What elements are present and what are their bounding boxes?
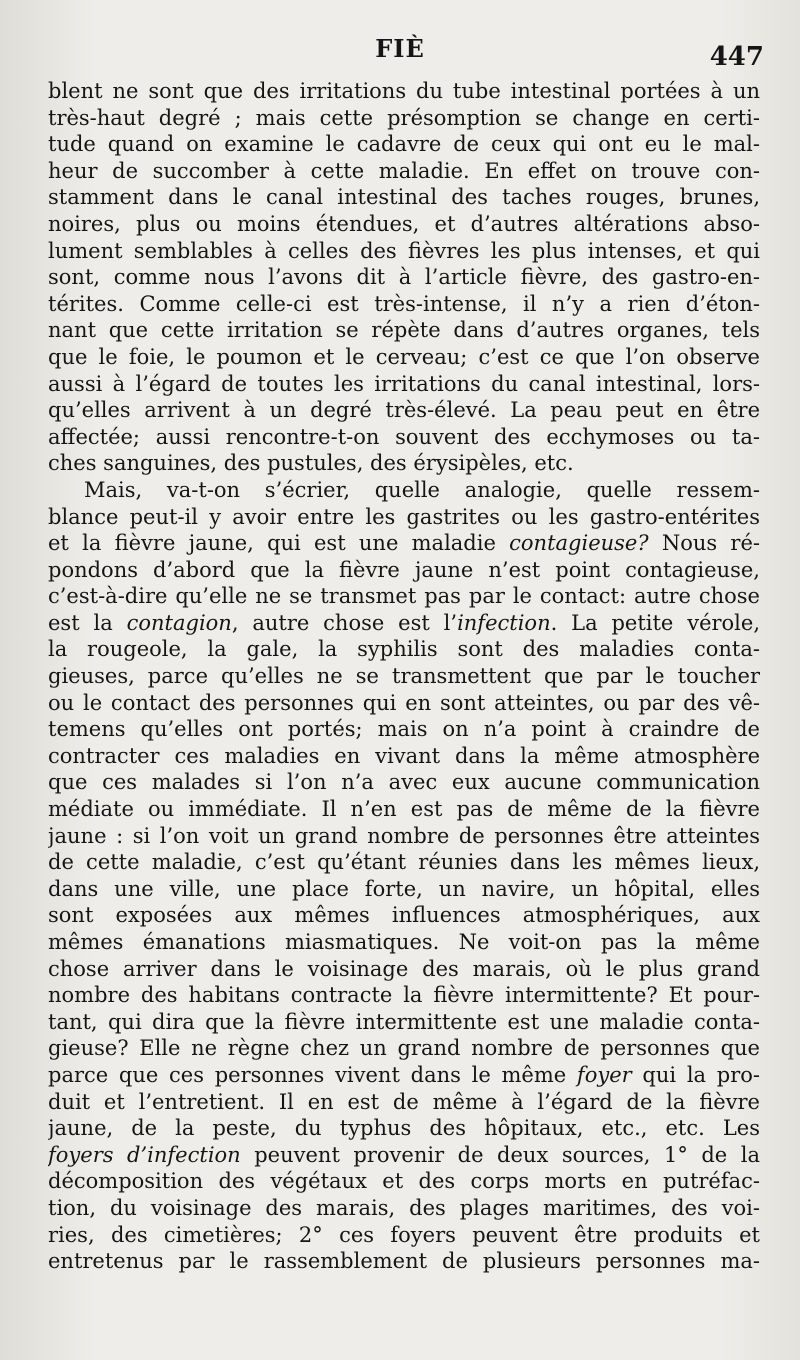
text-line xyxy=(48,690,760,717)
text-line xyxy=(48,344,760,371)
text-line xyxy=(48,397,760,424)
text-segment: ries, des cimetières; 2° ces foyers peuvent être produits et xyxy=(48,1222,760,1247)
text-segment: blent ne sont que des irritations du tube intestinal portées à un xyxy=(48,79,760,103)
text-line xyxy=(48,982,760,1009)
text-segment: et la fièvre jaune, qui est une maladie xyxy=(48,531,510,556)
text-segment: ou le contact des personnes qui en sont atteintes, ou par des vê- xyxy=(48,690,760,715)
text-segment: entretenus par le rassemblement de plusieurs personnes ma- xyxy=(48,1249,760,1274)
text-line xyxy=(48,716,760,743)
text-segment: temens qu’elles ont portés; mais on n’a point à craindre de xyxy=(48,717,760,742)
italic-term: foyer xyxy=(576,1062,632,1087)
text-line xyxy=(48,1009,760,1036)
text-segment: lument semblables à celles des fièvres les plus intenses, et qui xyxy=(48,238,760,263)
text-line xyxy=(48,769,760,796)
text-segment: que ces malades si l’on n’a avec eux aucune communication xyxy=(48,770,760,795)
text-segment: blance peut-il y avoir entre les gastrites ou les gastro-entérites xyxy=(48,504,760,529)
text-line xyxy=(48,823,760,850)
page-header xyxy=(0,34,800,74)
text-segment: . La petite vérole, xyxy=(550,610,760,635)
text-segment: gieuses, parce qu’elles ne se transmettent que par le toucher xyxy=(48,664,760,689)
text-line xyxy=(48,238,760,265)
text-line xyxy=(48,211,760,238)
text-segment: aussi à l’égard de toutes les irritations du canal intestinal, lors- xyxy=(48,371,760,396)
text-line xyxy=(48,557,760,584)
text-line xyxy=(48,743,760,770)
text-line xyxy=(48,424,760,451)
italic-term: contagion xyxy=(126,610,232,635)
text-line xyxy=(48,849,760,876)
text-segment: gieuse? Elle ne règne chez un grand nombre de personnes que xyxy=(48,1036,760,1061)
text-line xyxy=(48,876,760,903)
text-segment: nombre des habitans contracte la fièvre intermittente? Et pour- xyxy=(48,983,760,1008)
text-segment: Nous ré- xyxy=(648,531,760,556)
text-line xyxy=(48,264,760,291)
text-segment: sont, comme nous l’avons dit à l’article fièvre, des gastro-en- xyxy=(48,265,760,290)
text-segment: est la xyxy=(48,610,127,635)
text-line xyxy=(48,956,760,983)
text-segment: pondons d’abord que la fièvre jaune n’est point contagieuse, xyxy=(48,557,760,582)
text-segment: qu’elles arrivent à un degré très-élevé. La peau peut en être xyxy=(48,398,760,423)
text-line xyxy=(48,902,760,929)
text-segment: tant, qui dira que la fièvre intermittente est une maladie conta- xyxy=(48,1009,760,1034)
text-line xyxy=(48,1195,760,1222)
text-segment: de cette maladie, c’est qu’étant réunies dans les mêmes lieux, xyxy=(48,850,760,875)
italic-term: contagieuse? xyxy=(509,531,649,556)
text-line xyxy=(48,530,760,557)
text-line xyxy=(48,610,760,637)
text-segment: décomposition des végétaux et des corps morts en putréfac- xyxy=(48,1169,760,1194)
text-line xyxy=(48,184,760,211)
text-line xyxy=(48,583,760,610)
text-segment: que le foie, le poumon et le cerveau; c’est ce que l’on observe xyxy=(48,344,760,369)
text-line xyxy=(48,636,760,663)
text-segment: qui la pro- xyxy=(631,1062,760,1087)
text-line xyxy=(48,1222,760,1249)
text-line xyxy=(48,105,760,132)
text-line xyxy=(48,1115,760,1142)
text-segment: jaune : si l’on voit un grand nombre de personnes être atteintes xyxy=(48,823,760,848)
text-segment: stamment dans le canal intestinal des taches rouges, brunes, xyxy=(48,185,760,210)
text-line xyxy=(48,477,760,504)
text-segment: mêmes émanations miasmatiques. Ne voit-on pas la même xyxy=(48,930,760,954)
text-segment: dans une ville, une place forte, un navire, un hôpital, elles xyxy=(48,876,760,901)
text-segment: ches sanguines, des pustules, des érysipèles, etc. xyxy=(48,451,574,476)
text-segment: nant que cette irritation se répète dans d’autres organes, tels xyxy=(48,318,760,343)
text-segment: térites. Comme celle-ci est très-intense, il n’y a rien d’éton- xyxy=(48,291,760,316)
text-segment: parce que ces personnes vivent dans le même xyxy=(48,1062,577,1087)
text-line xyxy=(48,1062,760,1089)
text-segment: heur de succomber à cette maladie. En effet on trouve con- xyxy=(48,158,760,183)
text-line xyxy=(48,78,760,105)
body-text xyxy=(48,78,760,1275)
text-segment: tude quand on examine le cadavre de ceux qui ont eu le mal- xyxy=(48,132,760,157)
text-line xyxy=(48,1089,760,1116)
page-number: 447 xyxy=(709,42,764,72)
text-line xyxy=(48,663,760,690)
text-segment: contracter ces maladies en vivant dans la même atmosphère xyxy=(48,743,760,768)
text-line xyxy=(48,1168,760,1195)
text-line xyxy=(48,371,760,398)
text-line xyxy=(48,1142,760,1169)
text-segment: duit et l’entretient. Il en est de même à l’égard de la fièvre xyxy=(48,1089,760,1114)
text-segment: sont exposées aux mêmes influences atmosphériques, aux xyxy=(48,903,760,928)
text-segment: médiate ou immédiate. Il n’en est pas de même de la fièvre xyxy=(48,797,760,822)
text-line xyxy=(48,1248,760,1275)
text-segment: peuvent provenir de deux sources, 1° de la xyxy=(240,1142,760,1167)
text-line xyxy=(48,504,760,531)
text-segment: , autre chose est l’ xyxy=(231,610,458,635)
italic-term: infection xyxy=(457,610,551,635)
text-line xyxy=(48,450,760,477)
text-segment: noires, plus ou moins étendues, et d’autres altérations abso- xyxy=(48,211,760,236)
text-segment: affectée; aussi rencontre-t-on souvent des ecchymoses ou ta- xyxy=(48,424,760,449)
text-line xyxy=(48,317,760,344)
text-segment: chose arriver dans le voisinage des marais, où le plus grand xyxy=(48,956,760,981)
italic-term: foyers d’infection xyxy=(48,1142,241,1167)
text-segment: très-haut degré ; mais cette présomption se change en certi- xyxy=(48,105,760,130)
text-segment: tion, du voisinage des marais, des plages maritimes, des voi- xyxy=(48,1195,760,1220)
text-segment: c’est-à-dire qu’elle ne se transmet pas par le contact: autre chose xyxy=(48,584,760,609)
text-segment: la rougeole, la gale, la syphilis sont des maladies conta- xyxy=(48,637,760,662)
text-line xyxy=(48,796,760,823)
text-line xyxy=(48,131,760,158)
running-head: FIÈ xyxy=(375,34,425,63)
text-line xyxy=(48,1035,760,1062)
text-segment: Mais, va-t-on s’écrier, quelle analogie, quelle ressem- xyxy=(84,477,760,502)
text-line xyxy=(48,158,760,185)
text-line xyxy=(48,929,760,956)
text-segment: jaune, de la peste, du typhus des hôpitaux, etc., etc. Les xyxy=(48,1116,760,1141)
text-line xyxy=(48,291,760,318)
